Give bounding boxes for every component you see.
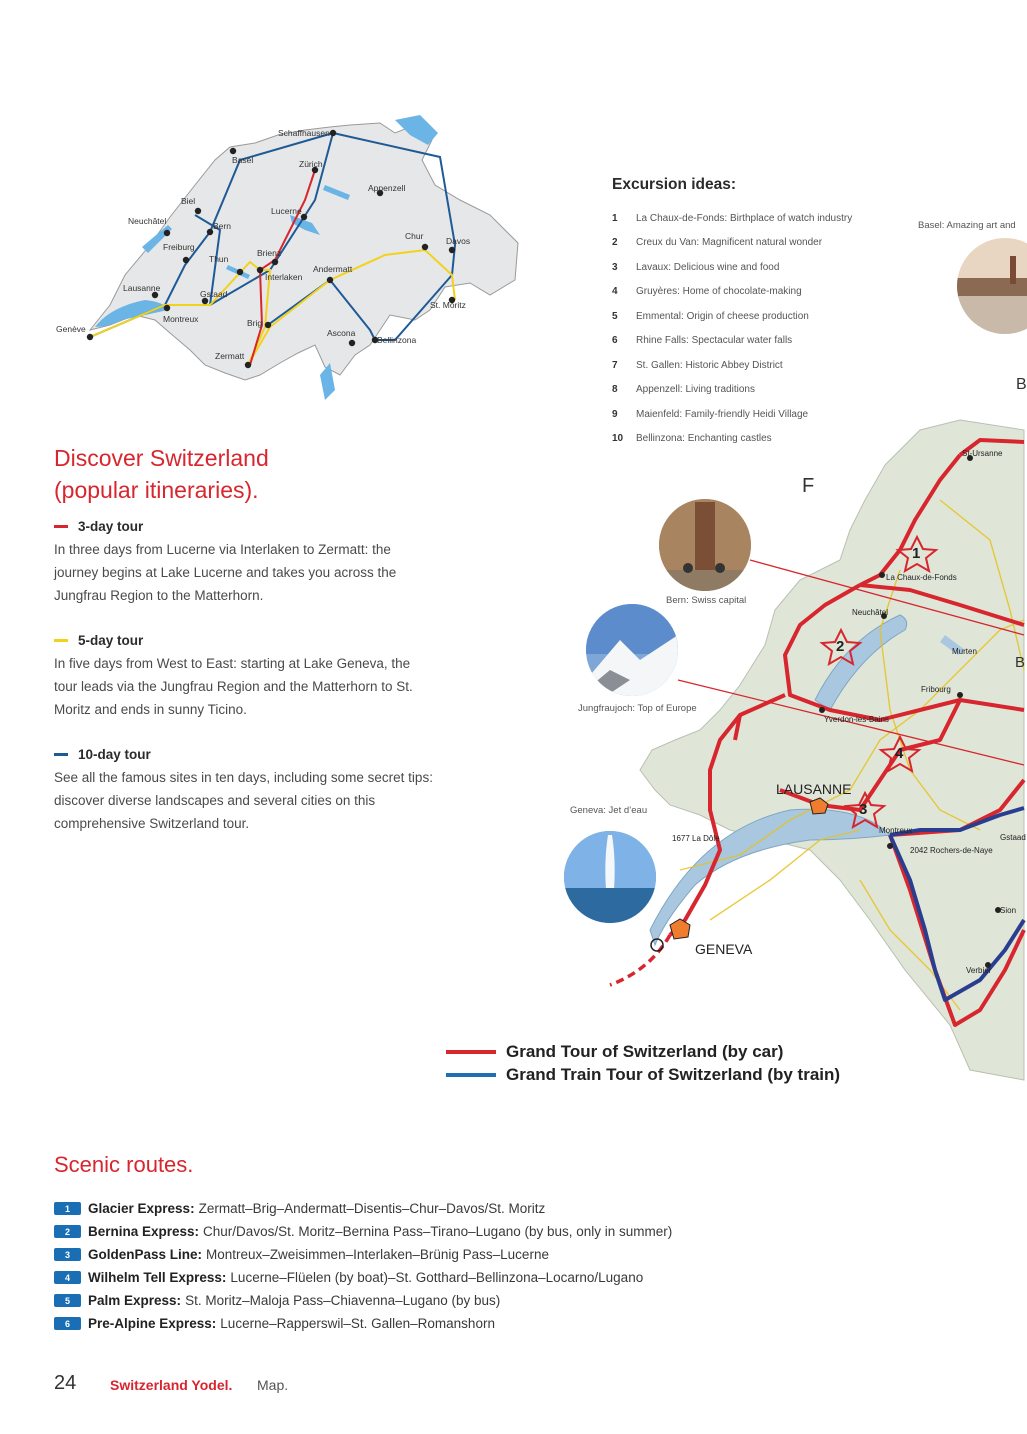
scenic-route-item [54,1197,754,1220]
legend-swatch [446,1073,496,1077]
city-label: Thun [209,254,229,264]
geneva-label: GENEVA [695,941,753,957]
route-number-badge: 4 [54,1271,81,1284]
star-label: 3 [859,801,868,818]
tour-name: 5-day tour [78,633,144,648]
excursion-text: La Chaux-de-Fonds: Birthplace of watch industry [636,212,853,224]
city-label: Bern [213,221,231,231]
city-label: Schaffhausen [278,128,330,138]
map-city-label: Neuchâtel [852,608,889,617]
map-city-label: La Chaux-de-Fonds [886,573,957,582]
excursion-number: 6 [612,335,618,347]
footer-brand: Switzerland Yodel. [110,1377,233,1393]
route-number-badge: 1 [54,1202,81,1215]
map-city-label: 2042 Rochers-de-Naye [910,846,993,855]
excursion-text: Lavaux: Delicious wine and food [636,261,780,273]
photo-bern [659,499,751,595]
tour-5-day [54,629,434,721]
route-stops: Chur/Davos/St. Moritz–Bernina Pass–Tirano–Lugano (by bus, only in summer) [203,1224,673,1239]
city-label: Lausanne [123,283,161,293]
map-city-label: 1677 La Dôle [672,834,720,843]
legend-label: Grand Train Tour of Switzerland (by train) [506,1064,841,1084]
excursion-number: 8 [612,384,618,396]
excursion-item [612,378,882,403]
scenic-routes-list [54,1197,754,1335]
city-label: Lucerne [271,206,302,216]
excursion-item [612,329,882,354]
city-label: Gstaad [200,289,228,299]
excursion-number: 4 [612,286,618,298]
discover-title [54,442,434,506]
lausanne-label: LAUSANNE [776,781,852,797]
route-name: GoldenPass Line: [88,1247,203,1262]
map-city-label: Montreux [879,826,913,835]
excursion-text: Emmental: Origin of cheese production [636,310,809,322]
excursion-text: Creux du Van: Magnificent natural wonder [636,237,823,249]
footer-section: Map. [257,1377,289,1393]
legend-item-train [446,1063,906,1086]
excursion-title: Excursion ideas: [612,176,737,193]
city-label: Appenzell [368,183,406,193]
excursion-text: St. Gallen: Historic Abbey District [636,359,783,371]
tour-description: In five days from West to East: starting at Lake Geneva, the tour leads via the Jungfrau Region and the Matterhorn to St. Moritz and ends in sunny Ticino. [54,656,413,717]
star-label: 4 [895,745,904,762]
city-label: Basel [232,155,254,165]
city-label: Davos [446,236,471,246]
scenic-route-item [54,1243,754,1266]
excursion-item [612,353,882,378]
route-continuation-dashed [610,935,670,985]
map-city-label: Yverdon-les-Bains [824,715,889,724]
grand-tour-map [560,410,1024,1080]
legend-swatch [446,1050,496,1054]
excursion-item [612,206,882,231]
city-label: Montreux [163,314,199,324]
city-label: Bellinzona [377,335,417,345]
scenic-routes-title: Scenic routes. [54,1152,194,1177]
tour-color-swatch [54,753,68,756]
excursion-number: 2 [612,237,618,249]
photo-caption-jungfraujoch: Jungfraujoch: Top of Europe [578,703,697,714]
tour-color-swatch [54,639,68,642]
map-city-label: Fribourg [921,685,951,694]
city-label: Ascona [327,328,356,338]
route-stops: Zermatt–Brig–Andermatt–Disentis–Chur–Davos/St. Moritz [198,1201,546,1216]
tour-10-day [54,743,434,835]
photo-caption-geneva: Geneva: Jet d’eau [570,805,648,816]
map-legend [446,1040,906,1086]
route-name: Bernina Express: [88,1224,200,1239]
excursion-text: Maienfeld: Family-friendly Heidi Village [636,408,809,420]
city-label: Zürich [299,159,323,169]
route-number-badge: 2 [54,1225,81,1238]
basel-photo [955,238,1024,338]
discover-title-line2: (popular itineraries). [54,477,259,503]
country-label: F [802,475,815,497]
excursion-item [612,304,882,329]
route-name: Glacier Express: [88,1201,195,1216]
map-city-label: St-Ursanne [962,449,1003,458]
route-stops: Lucerne–Flüelen (by boat)–St. Gotthard–Bellinzona–Locarno/Lugano [230,1270,644,1285]
route-stops: Lucerne–Rapperswil–St. Gallen–Romanshorn [220,1316,495,1331]
excursion-item [612,280,882,305]
map-city-label: Murten [952,647,977,656]
scenic-route-item [54,1266,754,1289]
route-number-badge: 5 [54,1294,81,1307]
excursion-number: 10 [612,433,624,445]
route-stops: Montreux–Zweisimmen–Interlaken–Brünig Pass–Lucerne [206,1247,549,1262]
excursion-number: 7 [612,359,618,371]
city-label: Brig [247,318,263,328]
city-label: Interlaken [265,272,303,282]
city-label: Brienz [257,248,282,258]
excursion-text: Gruyères: Home of chocolate-making [636,286,802,298]
tour-name: 10-day tour [78,747,151,762]
legend-label: Grand Tour of Switzerland (by car) [506,1041,784,1061]
scenic-route-item [54,1220,754,1243]
geneva-city-marker [670,919,690,939]
city-label: Biel [181,196,196,206]
scenic-route-item [54,1312,754,1335]
map-city-label: Sion [1000,906,1017,915]
legend-item-car [446,1040,906,1063]
tour-description: See all the famous sites in ten days, including some secret tips: discover diverse landscapes and several cities on this comprehensive Switzerland tour. [54,770,433,831]
itinerary-overview-map [50,105,530,415]
excursion-text: Rhine Falls: Spectacular water falls [636,335,793,347]
city-label: Chur [405,231,424,241]
excursion-item [612,255,882,280]
page-number: 24 [54,1372,77,1394]
route-stops: St. Moritz–Maloja Pass–Chiavenna–Lugano (by bus) [185,1293,501,1308]
photo-geneva [564,831,656,928]
city-label: Neuchâtel [128,216,167,226]
route-number-badge: 6 [54,1317,81,1330]
partial-label: B [1016,376,1027,393]
excursion-number: 5 [612,310,618,322]
excursion-number: 3 [612,261,618,273]
city-label: Zermatt [215,351,245,361]
scenic-route-item [54,1289,754,1312]
photo-jungfraujoch [586,604,678,700]
map-city-label: Verbier [966,966,992,975]
city-label: Andermatt [313,264,353,274]
partial-map-label: B [1015,654,1026,671]
city-label: Freiburg [163,242,195,252]
excursion-text: Appenzell: Living traditions [636,384,755,396]
route-name: Wilhelm Tell Express: [88,1270,227,1285]
tour-3-day [54,515,434,607]
tour-name: 3-day tour [78,519,144,534]
photo-caption-basel: Basel: Amazing art and [918,220,1016,231]
city-label: Genève [56,324,86,334]
excursion-text: Bellinzona: Enchanting castles [636,433,772,445]
tour-description: In three days from Lucerne via Interlaken to Zermatt: the journey begins at Lake Lucerne and takes you across the Jungfrau Region to the Matterhorn. [54,542,397,603]
photo-caption-bern: Bern: Swiss capital [666,595,747,606]
map-city-label: Gstaad [1000,833,1026,842]
excursion-number: 1 [612,212,618,224]
excursion-item [612,231,882,256]
discover-title-line1: Discover Switzerland [54,445,269,471]
star-label: 1 [912,545,921,562]
excursion-number: 9 [612,408,618,420]
route-number-badge: 3 [54,1248,81,1261]
tour-color-swatch [54,525,68,528]
city-label: St. Moritz [430,300,466,310]
route-name: Pre-Alpine Express: [88,1316,217,1331]
star-label: 2 [836,638,845,655]
route-name: Palm Express: [88,1293,182,1308]
